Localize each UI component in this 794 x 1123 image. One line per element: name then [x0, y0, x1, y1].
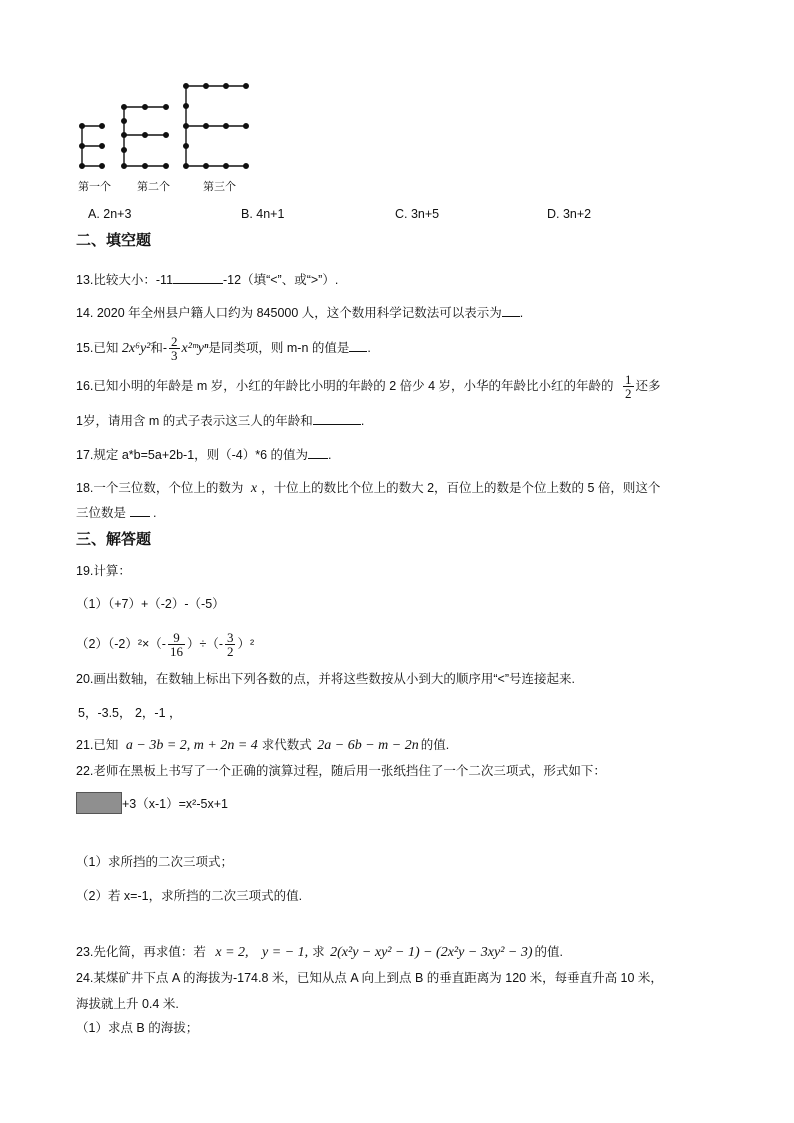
x-value: x = 2, — [215, 945, 249, 960]
figure-label-first: 第一个 — [78, 181, 111, 193]
answer-blank — [173, 271, 223, 284]
option-c: C. 3n+5 — [395, 207, 440, 221]
covered-polynomial-box — [76, 792, 122, 814]
question-24-line-1: 24.某煤矿井下点 A 的海拔为-174.8 米，已知从点 A 向上到点 B 的垂直距离为 120 米，每垂直升高 10 米， — [76, 971, 663, 985]
answer-blank — [130, 504, 150, 517]
answer-blank — [308, 446, 328, 459]
answer-blank — [502, 304, 520, 317]
fraction-nine-sixteenths: $\frac{9}{16}$ — [169, 630, 183, 660]
fraction-one-half: $\frac{1}{2}$ — [625, 372, 632, 402]
question-19-part-1: （1）（+7）+（-2）-（-5） — [76, 597, 225, 611]
target-expression: 2a − 6b − m − 2n — [317, 738, 419, 753]
simplify-expression: 2(x²y − xy² − 1) − (2x²y − 3xy² − 3) — [330, 945, 533, 960]
condition-expression: a − 3b = 2, m + 2n = 4 — [125, 738, 258, 753]
question-23: 23.先化简，再求值：若 x = 2, y = − 1, 求 2(x²y − xy² − 1) − (2x²y − 3xy² − 3) 的值. — [76, 945, 564, 960]
pattern-third — [184, 84, 249, 169]
question-24-part-1: （1）求点 B 的海拔； — [76, 1021, 199, 1035]
question-15: 15.已知 2x⁶y²和- $\frac{2}{3}$ x²ᵐyⁿ是同类项，则 m-n 的值是 . — [76, 334, 371, 364]
question-22-part-2: （2）若 x=-1，求所挡的二次三项式的值. — [76, 889, 303, 903]
section-fill-heading: 二、填空题 — [76, 232, 152, 249]
answer-blank — [349, 339, 367, 352]
question-19-title: 19.计算： — [76, 564, 131, 578]
answer-blank — [313, 412, 361, 425]
question-17: 17.规定 a*b=5a+2b-1，则（-4）*6 的值为 . — [76, 448, 332, 462]
question-21: 21.已知 a − 3b = 2, m + 2n = 4 求代数式 2a − 6b − m − 2n 的值. — [76, 738, 450, 753]
section-solve-heading: 三、解答题 — [76, 531, 152, 548]
monomial-2: x²ᵐyⁿ — [181, 341, 209, 356]
fraction-three-halves: $\frac{3}{2}$ — [226, 630, 234, 660]
option-d: D. 3n+2 — [547, 207, 592, 221]
question-18-line-1: 18.一个三位数，个位上的数为 x ，十位上的数比个位上的数大 2，百位上的数是个位上数的 5 倍，则这个 — [76, 481, 661, 496]
option-b: B. 4n+1 — [241, 207, 285, 221]
question-16-line-1: 16.已知小明的年龄是 m 岁，小红的年龄比小明的年龄的 2 倍少 4 岁，小华的年龄比小红的年龄的 $\frac{1}{2}$ 还多 — [76, 372, 661, 402]
variable-x: x — [250, 481, 258, 496]
question-24-line-2: 海拔就上升 0.4 米. — [76, 997, 179, 1011]
question-14: 14. 2020 年全州县户籍人口约为 845000 人，这个数用科学记数法可以表示为 . — [76, 306, 524, 320]
question-20-title: 20.画出数轴，在数轴上标出下列各数的点，并将这些数按从小到大的顺序用“<”号连接起来. — [76, 672, 575, 686]
figure-label-third: 第三个 — [203, 181, 236, 193]
figure-label-second: 第二个 — [137, 181, 170, 193]
question-22-title: 22.老师在黑板上书写了一个正确的演算过程，随后用一张纸挡住了一个二次三项式，形式如下： — [76, 764, 606, 778]
question-16-line-2: 1岁，请用含 m 的式子表示这三人的年龄和 . — [76, 414, 365, 428]
question-19-part-2: （2）（-2）²×（- $\frac{9}{16}$ ）÷（- $\frac{3}{2}$ ）² — [76, 630, 255, 660]
question-18-line-2: 三位数是 . — [76, 506, 157, 520]
question-20-numbers: 5，-3.5， 2，-1 ， — [78, 706, 182, 720]
question-22-part-1: （1）求所挡的二次三项式； — [76, 855, 233, 869]
question-13: 13.比较大小：-11 -12（填“<”、或“>”）. — [76, 273, 339, 287]
pattern-first — [80, 124, 105, 169]
monomial-1: 2x⁶y² — [121, 341, 151, 356]
fraction-two-thirds: $\frac{2}{3}$ — [171, 334, 178, 364]
option-a: A. 2n+3 — [88, 207, 132, 221]
y-value: y = − 1, — [262, 945, 309, 960]
pattern-second — [122, 105, 169, 169]
question-22-equation: +3（x-1）=x²-5x+1 — [122, 797, 228, 811]
